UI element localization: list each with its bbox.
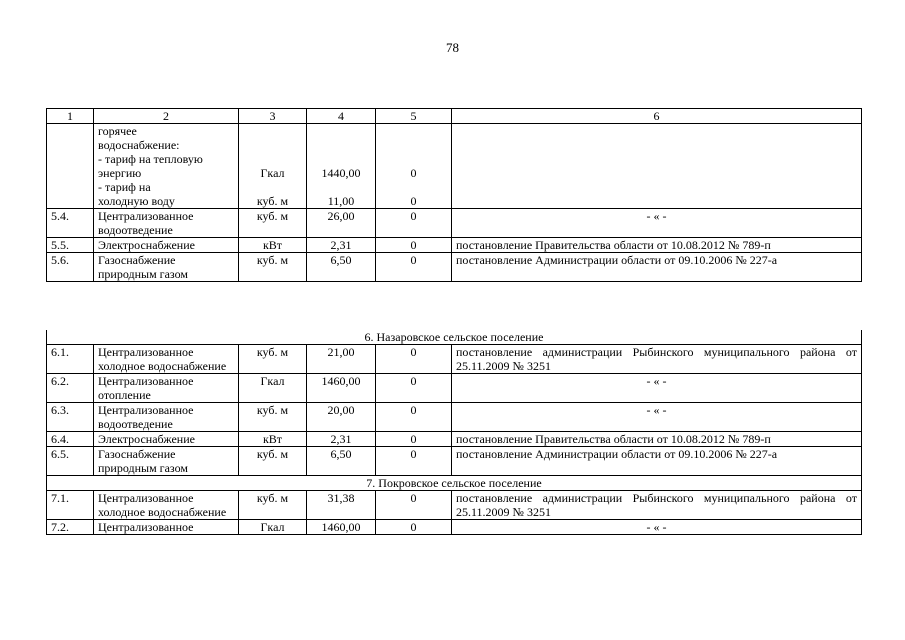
value: 21,00: [307, 345, 376, 374]
col5-value: 0: [376, 432, 452, 447]
unit: Гкал: [239, 520, 307, 535]
row-number: 5.6.: [47, 253, 94, 282]
table-row: [47, 520, 862, 535]
basis: - « -: [452, 520, 862, 535]
row-number: 7.1.: [47, 491, 94, 520]
service-name: Электроснабжение: [94, 432, 239, 447]
col5-value: 0: [376, 403, 452, 432]
value: 31,38: [307, 491, 376, 520]
row-number: 6.2.: [47, 374, 94, 403]
row-number: [47, 124, 94, 209]
table-row: [47, 374, 862, 403]
col5-value: 0: [376, 520, 452, 535]
column-number: 3: [239, 109, 307, 124]
basis: постановление Администрации области от 09.10.2006 № 227-а: [452, 447, 862, 476]
tariff-table-bottom: [46, 330, 862, 535]
value: 20,00: [307, 403, 376, 432]
page-number: 78: [446, 40, 459, 55]
value: 1460,00: [307, 374, 376, 403]
col5-heat: 0: [410, 166, 417, 180]
row-number: 6.3.: [47, 403, 94, 432]
column-number: 4: [307, 109, 376, 124]
col5-cell: [376, 124, 452, 209]
basis: - « -: [452, 374, 862, 403]
value: 2,31: [307, 432, 376, 447]
section-header-row: [47, 476, 862, 491]
col5-value: 0: [376, 209, 452, 238]
col5-value: 0: [376, 345, 452, 374]
unit: Гкал: [239, 374, 307, 403]
service-name: Газоснабжение природным газом: [94, 447, 239, 476]
row-number: 5.5.: [47, 238, 94, 253]
row-number: 6.5.: [47, 447, 94, 476]
basis: постановление Администрации области от 09.10.2006 № 227-а: [452, 253, 862, 282]
table-row-hot-water: [47, 124, 862, 209]
col5-value: 0: [376, 374, 452, 403]
service-name: Централизованное водоотведение: [94, 403, 239, 432]
service-name: Централизованное: [94, 520, 239, 535]
col5-value: 0: [376, 447, 452, 476]
unit: куб. м: [239, 345, 307, 374]
value-water: 11,00: [327, 194, 355, 208]
basis-cell: [452, 124, 862, 209]
section-title: 7. Покровское сельское поселение: [47, 476, 862, 491]
col5-value: 0: [376, 491, 452, 520]
service-name-line: горячее: [98, 124, 137, 138]
unit-water: куб. м: [256, 194, 289, 208]
table-row: [47, 345, 862, 374]
basis: постановление администрации Рыбинского муниципального района от 25.11.2009 № 3251: [452, 491, 862, 520]
row-number: 6.1.: [47, 345, 94, 374]
basis: постановление Правительства области от 10.08.2012 № 789-п: [452, 238, 862, 253]
value-heat: 1440,00: [321, 166, 361, 180]
col5-value: 0: [376, 238, 452, 253]
service-name: Электроснабжение: [94, 238, 239, 253]
unit: куб. м: [239, 491, 307, 520]
unit: куб. м: [239, 253, 307, 282]
service-name: Газоснабжение природным газом: [94, 253, 239, 282]
table-row: [47, 209, 862, 238]
table-row: [47, 253, 862, 282]
value: 26,00: [307, 209, 376, 238]
basis: постановление администрации Рыбинского муниципального района от 25.11.2009 № 3251: [452, 345, 862, 374]
service-name-line: холодную воду: [98, 194, 175, 208]
row-number: 5.4.: [47, 209, 94, 238]
basis: - « -: [452, 209, 862, 238]
unit-heat: Гкал: [260, 166, 285, 180]
service-name-line: - тариф на: [98, 180, 151, 194]
basis: постановление Правительства области от 10.08.2012 № 789-п: [452, 432, 862, 447]
column-number: 5: [376, 109, 452, 124]
value: 6,50: [307, 253, 376, 282]
row-number: 6.4.: [47, 432, 94, 447]
column-number: 2: [94, 109, 239, 124]
tariff-table-top: [46, 108, 862, 282]
service-name: Централизованное отопление: [94, 374, 239, 403]
table-row: [47, 491, 862, 520]
col5-value: 0: [376, 253, 452, 282]
service-name-line: энергию: [98, 166, 142, 180]
table-row: [47, 447, 862, 476]
value: 1460,00: [307, 520, 376, 535]
column-number: 6: [452, 109, 862, 124]
service-name: Централизованное водоотведение: [94, 209, 239, 238]
service-name: [94, 124, 239, 209]
unit: кВт: [239, 238, 307, 253]
service-name: Централизованное холодное водоснабжение: [94, 345, 239, 374]
service-name-line: - тариф на тепловую: [98, 152, 203, 166]
value: 6,50: [307, 447, 376, 476]
unit-cell: [239, 124, 307, 209]
row-number: 7.2.: [47, 520, 94, 535]
value: 2,31: [307, 238, 376, 253]
table-row: [47, 403, 862, 432]
value-cell: [307, 124, 376, 209]
section-title: 6. Назаровское сельское поселение: [47, 330, 862, 345]
unit: куб. м: [239, 447, 307, 476]
service-name: Централизованное холодное водоснабжение: [94, 491, 239, 520]
unit: куб. м: [239, 209, 307, 238]
table-row: [47, 432, 862, 447]
column-number-row: [47, 109, 862, 124]
basis: - « -: [452, 403, 862, 432]
section-header-row: [47, 330, 862, 345]
service-name-line: водоснабжение:: [98, 138, 180, 152]
unit: кВт: [239, 432, 307, 447]
column-number: 1: [47, 109, 94, 124]
col5-water: 0: [410, 194, 417, 208]
table-row: [47, 238, 862, 253]
unit: куб. м: [239, 403, 307, 432]
